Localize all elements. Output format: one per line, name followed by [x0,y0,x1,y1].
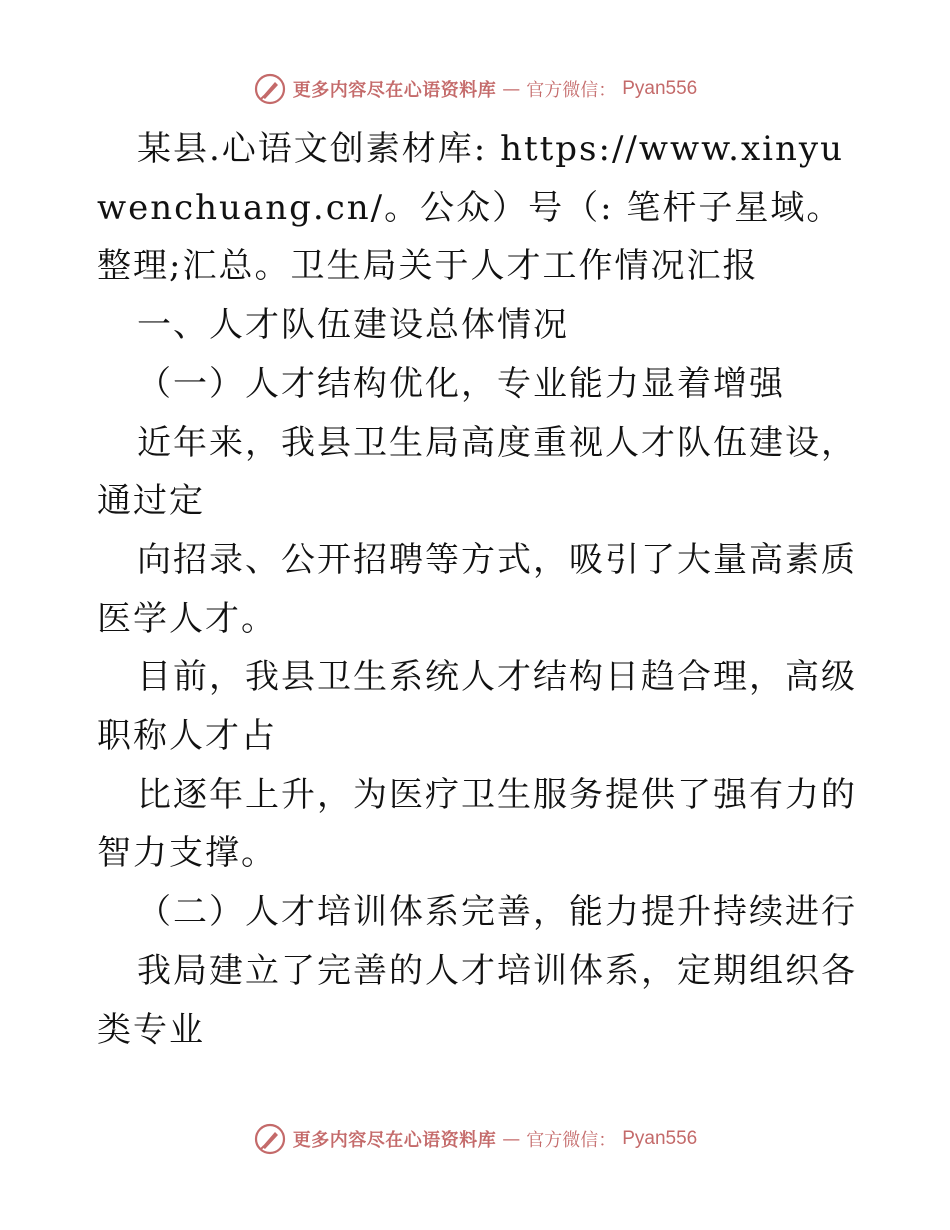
header-watermark [0,72,950,106]
watermark-site-text: 更多内容尽在心语资料库 [292,80,497,101]
paragraph: 目前，我县卫生系统人才结构日趋合理，高级职称人才占 [97,657,857,757]
watermark-wechat-id: Pyan556 [622,1128,698,1149]
subheading-2: （二）人才培训体系完善，能力提升持续进行 [137,892,857,933]
heading-section-1: 一、人才队伍建设总体情况 [137,305,569,346]
watermark-site-text: 更多内容尽在心语资料库 [292,1130,497,1151]
watermark-wechat-label: 官方微信： [526,1130,617,1151]
paragraph: 近年来，我县卫生局高度重视人才队伍建设，通过定 [97,422,857,522]
document-body [97,120,857,1059]
pen-logo-icon [253,72,287,106]
watermark-wechat-id: Pyan556 [622,78,698,99]
paragraph-title: 某县.心语文创素材库: https://www.xinyuwenchuang.cn/。公众）号（: 笔杆子星域。整理;汇总。卫生局关于人才工作情况汇报 [97,129,845,287]
watermark-wechat-label: 官方微信： [526,80,617,101]
subheading-1: （一）人才结构优化，专业能力显着增强 [137,363,785,404]
footer-watermark [0,1122,950,1156]
pen-logo-icon [253,1122,287,1156]
paragraph: 向招录、公开招聘等方式，吸引了大量高素质医学人才。 [97,539,857,639]
paragraph: 比逐年上升，为医疗卫生服务提供了强有力的智力支撑。 [97,774,857,874]
watermark-separator: — [502,1128,521,1150]
watermark-separator: — [502,78,521,100]
paragraph: 我局建立了完善的人才培训体系，定期组织各类专业 [97,950,857,1050]
